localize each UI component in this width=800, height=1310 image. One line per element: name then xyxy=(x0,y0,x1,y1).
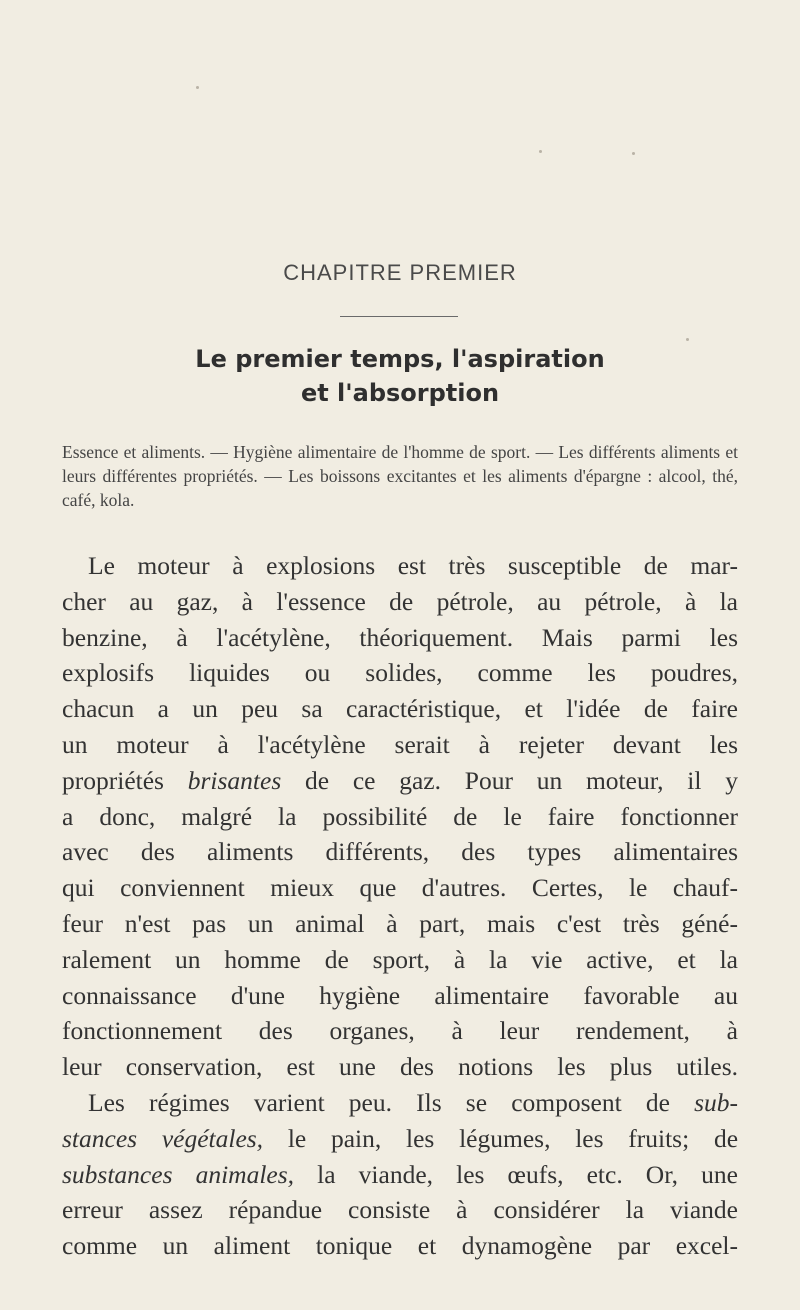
text-segment: le pain, les légumes, les fruits; de xyxy=(287,1123,739,1153)
paper-speck xyxy=(632,152,635,155)
text-line: fonctionnement des organes, à leur rendement, à xyxy=(62,1016,738,1046)
chapter-title-line: et l'absorption xyxy=(300,379,500,407)
heading-rule xyxy=(340,316,458,317)
text-line: erreur assez répandue consiste à considérer la viande xyxy=(62,1195,738,1225)
chapter-title-line: Le premier temps, l'aspiration xyxy=(195,345,605,373)
text-line: cher au gaz, à l'essence de pétrole, au pétrole, à la xyxy=(62,586,738,616)
italic-term: sub- xyxy=(694,1087,738,1117)
text-line: Le moteur à explosions est très susceptible de mar- xyxy=(88,551,738,580)
chapter-summary: Essence et aliments. — Hygiène alimentaire de l'homme de sport. — Les différents aliments et leurs différentes propriétés. — Les boissons excitantes et les aliments d'épargne : alcool, thé, café, kola. xyxy=(62,442,738,510)
text-segment: de ce gaz. Pour un moteur, il y xyxy=(305,765,738,795)
text-line xyxy=(62,1085,738,1121)
italic-term: brisantes xyxy=(187,765,282,795)
text-line: explosifs liquides ou solides, comme les poudres, xyxy=(62,658,738,688)
text-segment: la viande, les œufs, etc. Or, une xyxy=(317,1159,738,1189)
text-line: chacun a un peu sa caractéristique, et l'idée de faire xyxy=(62,694,738,724)
chapter-title xyxy=(0,342,800,410)
text-line: avec des aliments différents, des types alimentaires xyxy=(62,837,738,867)
text-line xyxy=(62,763,738,799)
italic-term: substances animales, xyxy=(62,1159,295,1189)
italic-term: stances végétales, xyxy=(62,1123,264,1153)
text-line: benzine, à l'acétylène, théoriquement. Mais parmi les xyxy=(62,622,738,652)
text-line: ralement un homme de sport, à la vie active, et la xyxy=(62,944,738,974)
text-segment: Les régimes varient peu. Ils se composent de xyxy=(88,1087,670,1117)
chapter-heading: CHAPITRE PREMIER xyxy=(283,260,517,285)
body-text xyxy=(62,548,738,1264)
paper-speck xyxy=(196,86,199,89)
text-line xyxy=(62,1121,738,1157)
text-line: feur n'est pas un animal à part, mais c'est très géné- xyxy=(62,908,738,938)
text-segment: propriétés xyxy=(62,765,164,795)
text-line: qui conviennent mieux que d'autres. Certes, le chauf- xyxy=(62,873,738,903)
paper-speck xyxy=(539,150,542,153)
text-line: connaissance d'une hygiène alimentaire favorable au xyxy=(62,980,738,1010)
text-line: leur conservation, est une des notions les plus utiles. xyxy=(62,1052,738,1082)
text-line xyxy=(62,1157,738,1193)
text-line: comme un aliment tonique et dynamogène par excel- xyxy=(62,1231,738,1261)
text-line: un moteur à l'acétylène serait à rejeter devant les xyxy=(62,729,738,759)
text-line: a donc, malgré la possibilité de le faire fonctionner xyxy=(62,801,738,831)
paper-speck xyxy=(686,338,689,341)
